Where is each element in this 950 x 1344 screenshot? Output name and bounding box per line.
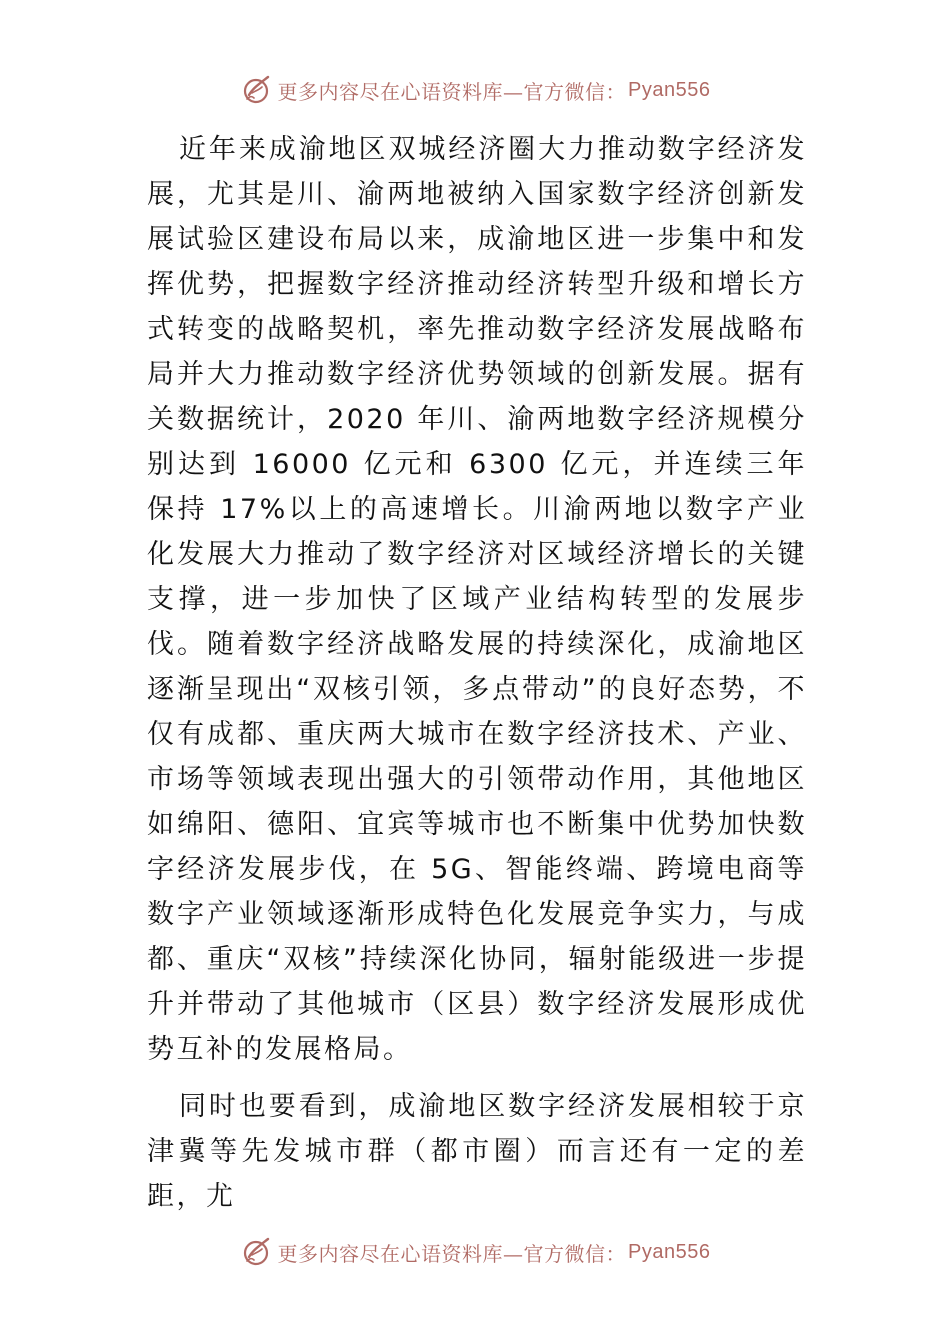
watermark-text: 更多内容尽在心语资料库—官方微信： [277,79,627,104]
body-paragraph-2: 同时也要看到，成渝地区数字经济发展相较于京津冀等先发城市群（都市圈）而言还有一定的差距，尤 [147,1091,807,1212]
header-watermark [0,74,950,106]
quill-swirl-logo-icon [240,74,272,106]
watermark-account: Pyan556 [628,78,711,101]
watermark-text: 更多内容尽在心语资料库—官方微信： [277,1241,627,1266]
quill-swirl-logo-icon [240,1236,272,1268]
body-paragraph-1: 近年来成渝地区双城经济圈大力推动数字经济发展，尤其是川、渝两地被纳入国家数字经济创新发展试验区建设布局以来，成渝地区进一步集中和发挥优势，把握数字经济推动经济转型升级和增长方式转变的战略契机，率先推动数字经济发展战略布局并大力推动数字经济优势领域的创新发展。据有关数据统计，2020 年川、渝两地数字经济规模分别达到 16000 亿元和 6300 亿元，并连续三年保持 17%以上的高速增长。川渝两地以数字产业化发展大力推动了数字经济对区域经济增长的关键支撑，进一步加快了区域产业结构转型的发展步伐。随着数字经济战略发展的持续深化，成渝地区逐渐呈现出“双核引领，多点带动”的良好态势，不仅有成都、重庆两大城市在数字经济技术、产业、市场等领域表现出强大的引领带动作用，其他地区如绵阳、德阳、宜宾等城市也不断集中优势加快数字经济发展步伐，在 5G、智能终端、跨境电商等数字产业领域逐渐形成特色化发展竞争实力，与成都、重庆“双核”持续深化协同，辐射能级进一步提升并带动了其他城市（区县）数字经济发展形成优势互补的发展格局。 [147,134,807,1065]
watermark-account: Pyan556 [628,1240,711,1263]
footer-watermark [0,1236,950,1268]
document-body [147,127,807,1219]
